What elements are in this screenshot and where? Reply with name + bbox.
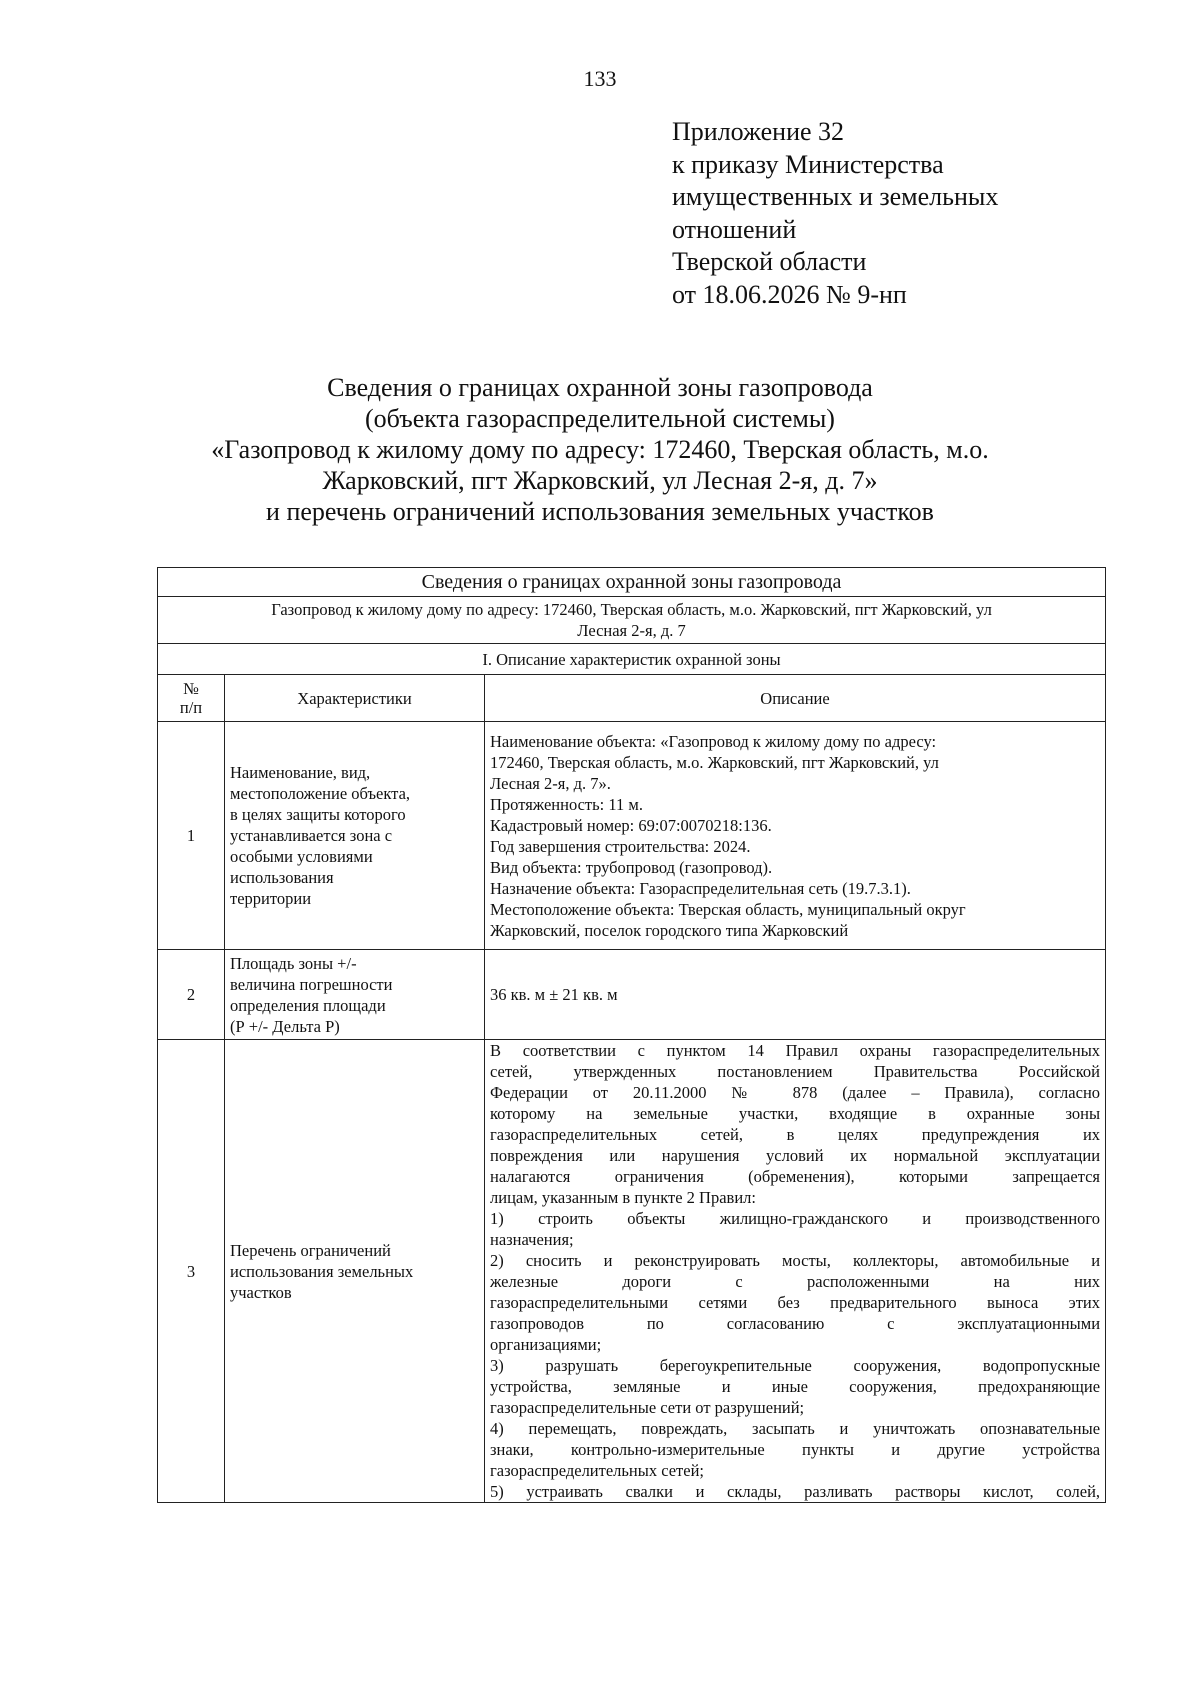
description-line: лицам, указанным в пункте 2 Правил: xyxy=(490,1188,756,1207)
row-number: 3 xyxy=(158,1040,225,1503)
title-line: (объекта газораспределительной системы) xyxy=(365,404,835,433)
appendix-line: имущественных и земельных xyxy=(672,182,999,211)
object-name-line: Лесная 2-я, д. 7 xyxy=(577,621,686,640)
characteristic-line: Площадь зоны +/- xyxy=(230,953,357,973)
zone-boundaries-table xyxy=(157,567,1106,1503)
description-line: 3) разрушать берегоукрепительные сооружения, водопропускные xyxy=(490,1356,1101,1375)
description-line: газораспределительные сети от разрушений; xyxy=(490,1398,805,1417)
appendix-line: от 18.06.2026 № 9-нп xyxy=(672,279,907,309)
description-line: Год завершения строительства: 2024. xyxy=(490,836,751,856)
description-line: Вид объекта: трубопровод (газопровод). xyxy=(490,857,773,877)
section-row xyxy=(158,644,1106,675)
appendix-block xyxy=(672,116,998,311)
characteristic-line: определения площади xyxy=(230,995,386,1015)
characteristic-line: местоположение объекта, xyxy=(230,784,411,803)
object-name-line: Газопровод к жилому дому по адресу: 172460, Тверская область, м.о. Жарковский, пгт Жарковский, ул xyxy=(271,600,992,619)
description-line: газораспределительными сетями без предварительного выноса этих xyxy=(490,1293,1101,1312)
page-number: 133 xyxy=(583,66,617,91)
description-line: 36 кв. м ± 21 кв. м xyxy=(490,985,618,1004)
appendix-line: к приказу Министерства xyxy=(672,149,944,179)
description-line: 5) устраивать свалки и склады, разливать растворы кислот, солей, xyxy=(490,1482,1101,1501)
title-line: и перечень ограничений использования земельных участков xyxy=(266,497,934,526)
characteristic-line: участков xyxy=(230,1282,292,1302)
description-line: знаки, контрольно-измерительные пункты и другие устройства xyxy=(490,1440,1101,1459)
characteristic-line: (Р +/- Дельта Р) xyxy=(230,1016,340,1036)
description-line: газораспределительных сетей; xyxy=(490,1461,705,1480)
row-number: 2 xyxy=(158,950,225,1040)
description-line: которому на земельные участки, входящие в охранные зоны xyxy=(490,1104,1101,1123)
description-line: 1) строить объекты жилищно-гражданского и производственного xyxy=(490,1209,1101,1228)
characteristic-line: в целях защиты которого xyxy=(230,805,406,824)
row-characteristic xyxy=(225,950,485,1040)
object-name-row xyxy=(158,597,1106,644)
appendix-line: Приложение 32 xyxy=(672,117,845,146)
description-line: 2) сносить и реконструировать мосты, коллекторы, автомобильные и xyxy=(490,1251,1101,1270)
row-number: 1 xyxy=(158,722,225,950)
description-line: Назначение объекта: Газораспределительная сеть (19.7.3.1). xyxy=(490,878,911,898)
table-row xyxy=(158,950,1106,1040)
appendix-line: Тверской области xyxy=(672,247,867,276)
column-header-row xyxy=(158,675,1106,722)
table-heading: Сведения о границах охранной зоны газопровода xyxy=(158,568,1106,597)
description-line: газораспределительных сетей, в целях предупреждения их xyxy=(490,1125,1101,1144)
characteristic-line: территории xyxy=(230,889,312,908)
description-line: назначения; xyxy=(490,1230,574,1249)
title-line: Жарковский, пгт Жарковский, ул Лесная 2-я, д. 7» xyxy=(322,466,878,495)
description-line: Местоположение объекта: Тверская область, муниципальный округ xyxy=(490,899,966,919)
row-characteristic xyxy=(225,1040,485,1503)
description-line: газопроводов по согласованию с эксплуатационными xyxy=(490,1314,1101,1333)
description-line: устройства, земляные и иные сооружения, предохраняющие xyxy=(490,1377,1101,1396)
characteristic-line: использования xyxy=(230,868,334,887)
description-line: Лесная 2-я, д. 7». xyxy=(490,773,611,793)
description-line: 4) перемещать, повреждать, засыпать и уничтожать опознавательные xyxy=(490,1419,1101,1438)
characteristic-line: использования земельных xyxy=(230,1261,414,1281)
description-line: сетей, утвержденных постановлением Правительства Российской xyxy=(490,1062,1101,1081)
column-header-number-line: № xyxy=(183,679,199,698)
column-header-number xyxy=(158,675,225,722)
title-line: «Газопровод к жилому дому по адресу: 172460, Тверская область, м.о. xyxy=(211,435,989,464)
column-header-characteristics: Характеристики xyxy=(225,675,485,722)
description-line: Федерации от 20.11.2000 № 878 (далее – Правила), согласно xyxy=(490,1083,1101,1102)
column-header-description: Описание xyxy=(485,675,1106,722)
appendix-line: отношений xyxy=(672,214,797,244)
description-line: железные дороги с расположенными на них xyxy=(490,1272,1101,1291)
column-header-number-line: п/п xyxy=(179,698,203,717)
description-line: Наименование объекта: «Газопровод к жилому дому по адресу: xyxy=(490,731,937,751)
description-line: повреждения или нарушения условий их нормальной эксплуатации xyxy=(490,1146,1101,1165)
characteristic-line: особыми условиями xyxy=(230,847,373,866)
section-title: I. Описание характеристик охранной зоны xyxy=(158,644,1106,675)
title-line: Сведения о границах охранной зоны газопровода xyxy=(327,373,873,402)
description-line: 172460, Тверская область, м.о. Жарковский, пгт Жарковский, ул xyxy=(490,752,939,772)
characteristic-line: Наименование, вид, xyxy=(230,763,371,782)
table-row xyxy=(158,1040,1106,1503)
row-description xyxy=(485,722,1106,950)
description-line: В соответствии с пунктом 14 Правил охраны газораспределительных xyxy=(490,1041,1101,1060)
description-line: Жарковский, поселок городского типа Жарковский xyxy=(490,920,849,940)
table-row xyxy=(158,722,1106,950)
description-line: Протяженность: 11 м. xyxy=(490,794,643,814)
table-heading-row xyxy=(158,568,1106,597)
description-line: организациями; xyxy=(490,1335,602,1354)
row-description xyxy=(485,1040,1106,1503)
characteristic-line: Перечень ограничений xyxy=(230,1240,391,1260)
description-line: Кадастровый номер: 69:07:0070218:136. xyxy=(490,815,772,835)
row-description xyxy=(485,950,1106,1040)
description-line: налагаются ограничения (обременения), которыми запрещается xyxy=(490,1167,1101,1186)
characteristic-line: величина погрешности xyxy=(230,974,393,994)
object-name-cell xyxy=(158,597,1106,644)
document-title xyxy=(150,372,1050,527)
characteristic-line: устанавливается зона с xyxy=(230,826,393,845)
row-characteristic xyxy=(225,722,485,950)
